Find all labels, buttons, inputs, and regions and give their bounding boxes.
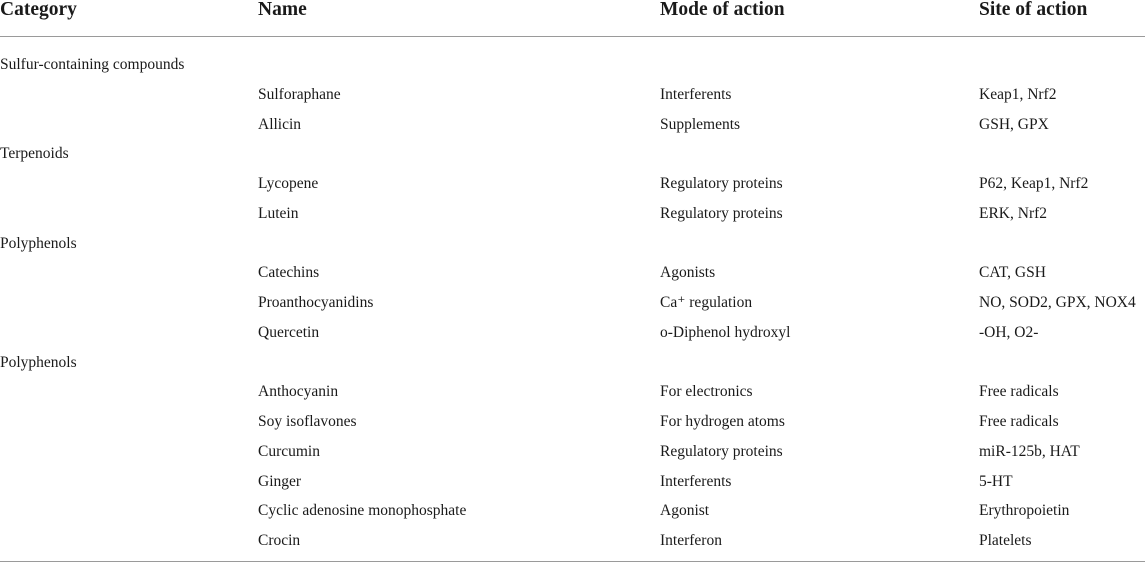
cell-site-of-action: Free radicals: [979, 383, 1059, 401]
cell-category: Terpenoids: [0, 145, 69, 163]
cell-mode-of-action: Regulatory proteins: [660, 175, 783, 192]
cell-site-of-action: Free radicals: [979, 413, 1059, 430]
cell-site-of-action: Platelets: [979, 532, 1032, 549]
cell-site-of-action: CAT, GSH: [979, 264, 1046, 282]
table-row: [0, 50, 1145, 80]
cell-mode-of-action: Agonists: [660, 264, 716, 282]
cell-mode-of-action: Regulatory proteins: [660, 442, 783, 460]
cell-mode-of-action: For hydrogen atoms: [660, 413, 785, 430]
cell-name: Lutein: [258, 204, 299, 222]
cell-category: Sulfur-containing compounds: [0, 56, 185, 73]
cell-mode-of-action: Interferon: [660, 532, 722, 549]
table-row: [0, 348, 1145, 378]
cell-site-of-action: Keap1, Nrf2: [979, 85, 1057, 103]
table-row: [0, 318, 1145, 348]
cell-name: Curcumin: [258, 442, 320, 460]
cell-name: Crocin: [258, 532, 301, 549]
header-mode-of-action: Mode of action: [660, 0, 785, 20]
cell-site-of-action: GSH, GPX: [979, 115, 1049, 133]
cell-mode-of-action: Supplements: [660, 115, 741, 133]
header-name: Name: [258, 0, 307, 20]
cell-name: Lycopene: [258, 175, 319, 192]
cell-name: Proanthocyanidins: [258, 294, 374, 311]
cell-name: Allicin: [258, 115, 302, 133]
cell-site-of-action: miR-125b, HAT: [979, 442, 1080, 460]
table-header: [0, 0, 1145, 37]
cell-site-of-action: ERK, Nrf2: [979, 204, 1048, 222]
table-row: [0, 288, 1145, 318]
cell-name: Anthocyanin: [258, 383, 339, 401]
cell-site-of-action: Erythropoietin: [979, 502, 1070, 520]
table-row: [0, 199, 1145, 229]
cell-mode-of-action: Ca⁺ regulation: [660, 294, 753, 311]
cell-site-of-action: -OH, O2-: [979, 323, 1039, 341]
table-row: [0, 229, 1145, 259]
cell-name: Catechins: [258, 264, 320, 282]
header-site-of-action: Site of action: [979, 0, 1088, 20]
cell-mode-of-action: Regulatory proteins: [660, 204, 783, 222]
table-row: [0, 467, 1145, 497]
cell-site-of-action: 5-HT: [979, 472, 1013, 490]
table-row: [0, 496, 1145, 526]
table-row: [0, 110, 1145, 140]
cell-mode-of-action: Interferents: [660, 85, 732, 103]
table-body: [0, 50, 1145, 556]
cell-category: Polyphenols: [0, 234, 77, 252]
cell-name: Ginger: [258, 472, 302, 490]
header-category: Category: [0, 0, 77, 20]
table-row: [0, 407, 1145, 437]
table-row: [0, 437, 1145, 467]
cell-name: Cyclic adenosine monophosphate: [258, 502, 467, 520]
cell-site-of-action: NO, SOD2, GPX, NOX4: [979, 294, 1136, 311]
table-row: [0, 526, 1145, 556]
cell-category: Polyphenols: [0, 353, 77, 371]
bottom-rule: [0, 561, 1145, 562]
cell-name: Quercetin: [258, 323, 320, 341]
table-row: [0, 258, 1145, 288]
table-row: [0, 377, 1145, 407]
cell-name: Sulforaphane: [258, 85, 341, 103]
table-row: [0, 80, 1145, 110]
cell-mode-of-action: For electronics: [660, 383, 753, 401]
cell-mode-of-action: Interferents: [660, 472, 732, 490]
cell-site-of-action: P62, Keap1, Nrf2: [979, 175, 1089, 192]
table-row: [0, 169, 1145, 199]
cell-mode-of-action: Agonist: [660, 502, 710, 520]
table-row: [0, 139, 1145, 169]
cell-mode-of-action: o-Diphenol hydroxyl: [660, 323, 791, 341]
cell-name: Soy isoflavones: [258, 413, 357, 430]
